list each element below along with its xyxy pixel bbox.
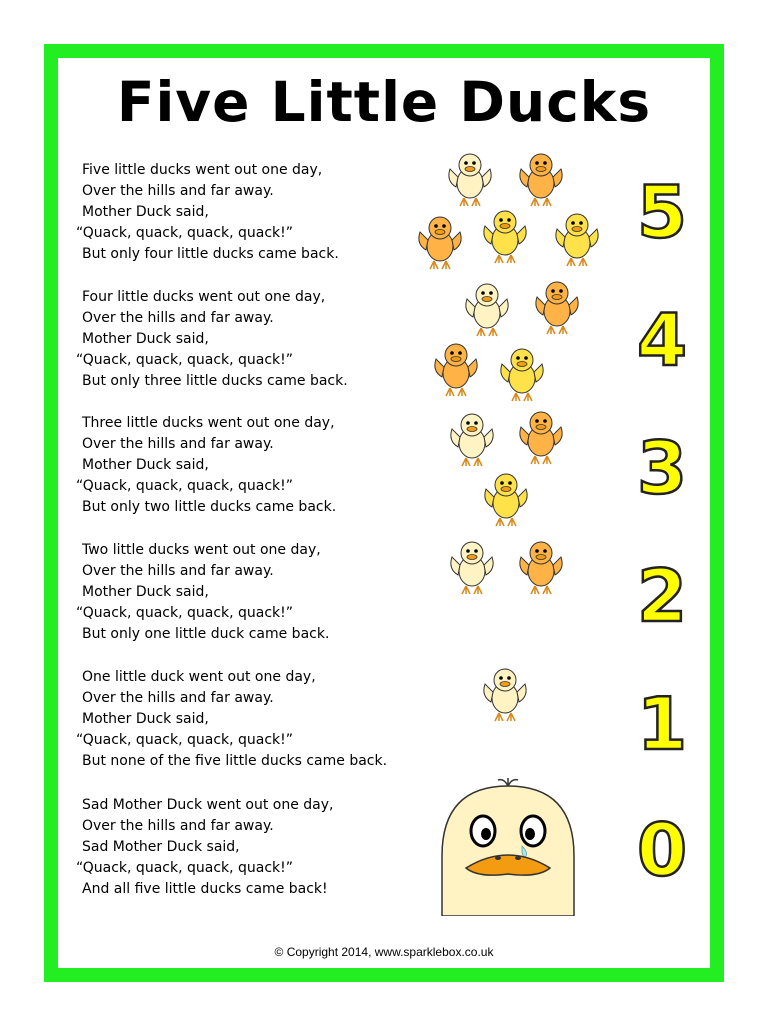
verse-line: And all five little ducks came back! bbox=[82, 881, 328, 897]
verse-line: “Quack, quack, quack, quack!” bbox=[76, 352, 294, 368]
verse-line: Over the hills and far away. bbox=[82, 818, 274, 834]
duckling-icon bbox=[461, 281, 513, 339]
verse-line: “Quack, quack, quack, quack!” bbox=[76, 860, 294, 876]
duckling-icon bbox=[444, 151, 496, 209]
verse-line: Mother Duck said, bbox=[82, 331, 209, 347]
verse-4 bbox=[76, 540, 436, 645]
count-numeral: 5 bbox=[636, 170, 688, 254]
verse-line: Two little ducks went out one day, bbox=[82, 542, 321, 558]
verse-line: Over the hills and far away. bbox=[82, 436, 274, 452]
verse-line: Over the hills and far away. bbox=[82, 563, 274, 579]
verse-line: “Quack, quack, quack, quack!” bbox=[76, 225, 294, 241]
duckling-icon bbox=[480, 471, 532, 529]
verse-6 bbox=[76, 795, 436, 900]
verse-line: Four little ducks went out one day, bbox=[82, 289, 326, 305]
duckling-icon bbox=[446, 539, 498, 597]
verse-line: “Quack, quack, quack, quack!” bbox=[76, 478, 294, 494]
verse-line: Over the hills and far away. bbox=[82, 310, 274, 326]
verse-line: Over the hills and far away. bbox=[82, 183, 274, 199]
verse-line: “Quack, quack, quack, quack!” bbox=[76, 732, 294, 748]
verse-line: But only one little duck came back. bbox=[82, 626, 330, 642]
verse-5 bbox=[76, 667, 436, 772]
verse-line: But only two little ducks came back. bbox=[82, 499, 337, 515]
sad-mother-duck-icon bbox=[438, 776, 578, 916]
page-title: Five Little Ducks bbox=[116, 70, 652, 134]
verse-line: But only four little ducks came back. bbox=[82, 246, 339, 262]
verse-line: Mother Duck said, bbox=[82, 204, 209, 220]
duckling-icon bbox=[551, 211, 603, 269]
duckling-icon bbox=[479, 666, 531, 724]
count-numeral: 0 bbox=[636, 808, 688, 892]
verse-1 bbox=[76, 160, 436, 265]
count-numeral: 1 bbox=[636, 682, 688, 766]
duckling-icon bbox=[515, 539, 567, 597]
verse-line: “Quack, quack, quack, quack!” bbox=[76, 605, 294, 621]
verse-line: Mother Duck said, bbox=[82, 584, 209, 600]
count-numeral: 2 bbox=[636, 554, 688, 638]
copyright-notice: © Copyright 2014, www.sparklebox.co.uk bbox=[274, 945, 494, 959]
duckling-icon bbox=[531, 279, 583, 337]
verse-line: Sad Mother Duck said, bbox=[82, 839, 240, 855]
duckling-icon bbox=[515, 409, 567, 467]
verse-line: Mother Duck said, bbox=[82, 711, 209, 727]
verse-2 bbox=[76, 287, 436, 392]
count-numeral: 4 bbox=[636, 298, 688, 382]
verse-line: But only three little ducks came back. bbox=[82, 373, 348, 389]
verse-3 bbox=[76, 413, 436, 518]
duckling-icon bbox=[430, 341, 482, 399]
verse-line: Three little ducks went out one day, bbox=[82, 415, 335, 431]
count-numeral: 3 bbox=[636, 426, 688, 510]
verse-line: Over the hills and far away. bbox=[82, 690, 274, 706]
duckling-icon bbox=[496, 346, 548, 404]
verse-line: Mother Duck said, bbox=[82, 457, 209, 473]
duckling-icon bbox=[414, 214, 466, 272]
duckling-icon bbox=[446, 411, 498, 469]
verse-line: Five little ducks went out one day, bbox=[82, 162, 323, 178]
verse-line: Sad Mother Duck went out one day, bbox=[82, 797, 334, 813]
duckling-icon bbox=[479, 208, 531, 266]
verse-line: One little duck went out one day, bbox=[82, 669, 316, 685]
duckling-icon bbox=[515, 151, 567, 209]
verse-line: But none of the five little ducks came back. bbox=[82, 753, 388, 769]
